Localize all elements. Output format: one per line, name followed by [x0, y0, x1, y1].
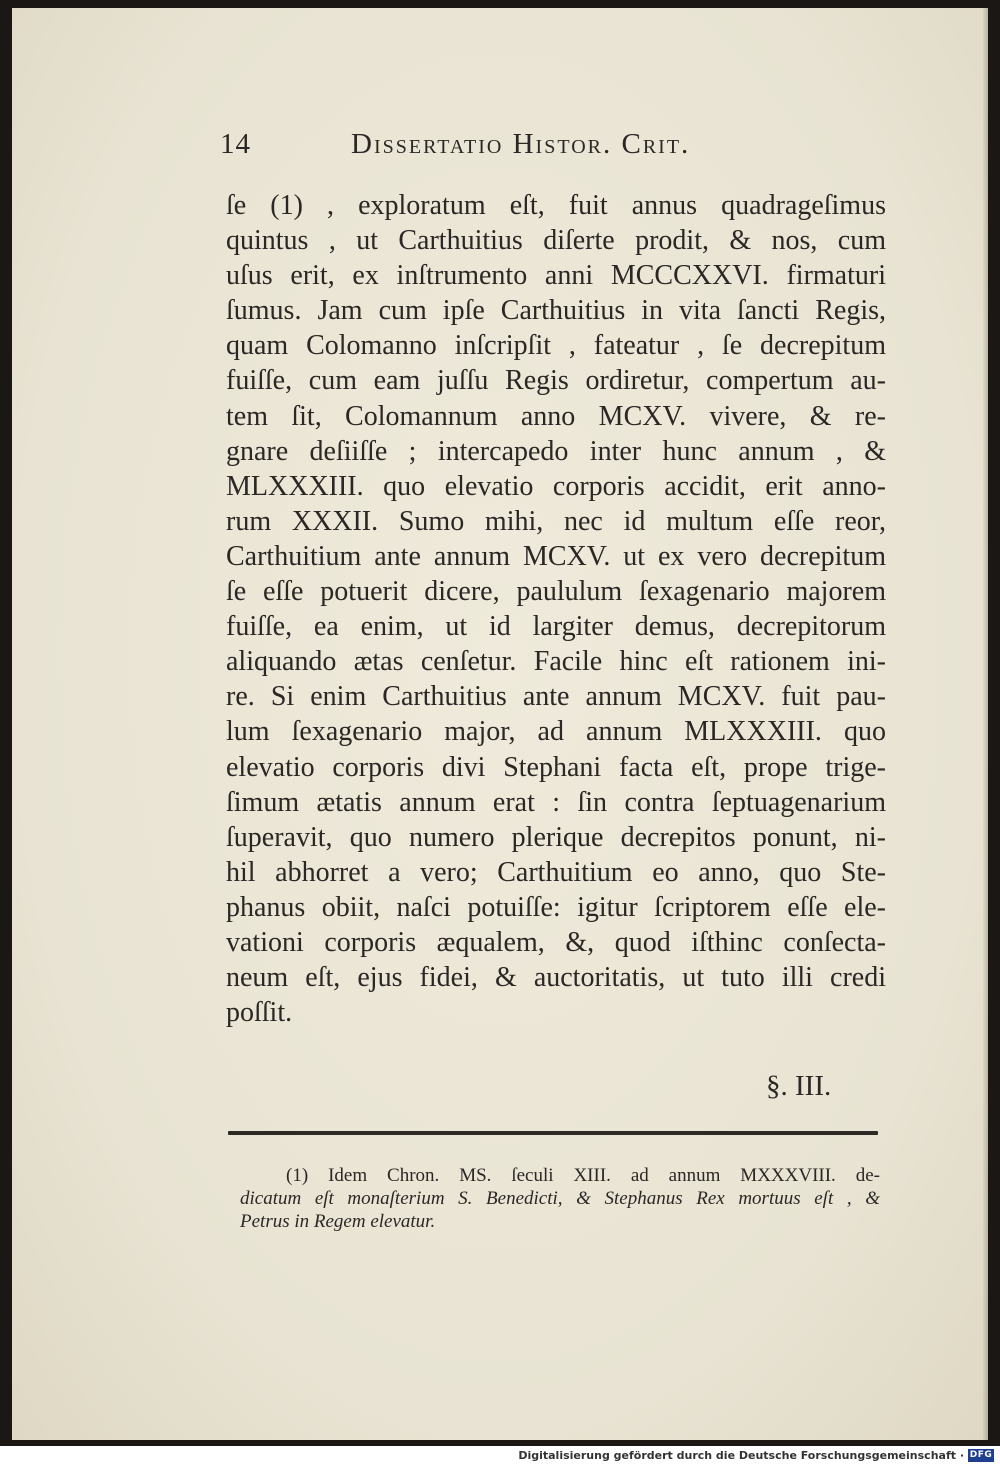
text-line: hil abhorret a vero; Carthuitium eo anno, quo Ste-	[226, 856, 886, 888]
text-line: rum XXXII. Sumo mihi, nec id multum eſſe reor,	[226, 505, 886, 537]
page-number: 14	[220, 128, 251, 160]
running-header	[220, 128, 740, 164]
catchword: §. III.	[766, 1070, 832, 1102]
text-line: quam Colomanno inſcripſit , fateatur , ſe decrepitum	[226, 330, 886, 362]
text-line: ſuperavit, quo numero plerique decrepitos ponunt, ni-	[226, 821, 886, 853]
text-line: neum eſt, ejus fidei, & auctoritatis, ut tuto illi credi	[226, 962, 886, 994]
text-line: quintus , ut Carthuitius diſerte prodit, & nos, cum	[226, 225, 886, 257]
text-line: fuiſſe, ea enim, ut id largiter demus, decrepitorum	[226, 611, 886, 643]
footnote	[240, 1164, 880, 1233]
digitization-credit: Digitalisierung gefördert durch die Deutsche Forschungsgemeinschaft ·	[518, 1449, 964, 1462]
text-line: ſe eſſe potuerit dicere, paululum ſexagenario majorem	[226, 576, 886, 608]
text-line: ſimum ætatis annum erat : ſin contra ſeptuagenarium	[226, 786, 886, 818]
running-title: Dissertatio Histor. Crit.	[351, 128, 691, 160]
main-text	[226, 188, 886, 1030]
text-line: ſumus. Jam cum ipſe Carthuitius in vita ſancti Regis,	[226, 295, 886, 327]
text-line: uſus erit, ex inſtrumento anni MCCCXXVI. firmaturi	[226, 260, 886, 292]
text-line: Carthuitium ante annum MCXV. ut ex vero decrepitum	[226, 540, 886, 572]
text-line: ſe (1) , exploratum eſt, fuit annus quadrageſimus	[226, 190, 886, 221]
text-line: aliquando ætas cenſetur. Facile hinc eſt rationem ini-	[226, 646, 886, 678]
text-line: re. Si enim Carthuitius ante annum MCXV. fuit pau-	[226, 681, 886, 713]
text-line: gnare deſiiſſe ; intercapedo inter hunc annum , &	[226, 435, 886, 467]
footnote-line: (1) Idem Chron. MS. ſeculi XIII. ad annum MXXXVIII. de-	[286, 1165, 880, 1186]
footnote-line: dicatum eſt monaſterium S. Benedicti, & Stephanus Rex mortuus eſt , &	[240, 1188, 880, 1209]
text-line: fuiſſe, cum eam juſſu Regis ordiretur, compertum au-	[226, 365, 886, 397]
text-line: tem ſit, Colomannum anno MCXV. vivere, & re-	[226, 400, 886, 432]
text-line: phanus obiit, naſci potuiſſe: igitur ſcriptorem eſſe ele-	[226, 891, 886, 923]
text-line: elevatio corporis divi Stephani facta eſt, prope trige-	[226, 751, 886, 783]
footnote-line: Petrus in Regem elevatur.	[240, 1211, 436, 1232]
text-line: poſſit.	[226, 997, 293, 1029]
dfg-logo: DFG	[969, 1450, 993, 1460]
page-edge-shadow	[982, 8, 988, 1440]
footnote-rule	[228, 1131, 878, 1135]
text-line: MLXXXIII. quo elevatio corporis accidit, erit anno-	[226, 470, 886, 502]
text-line: lum ſexagenario major, ad annum MLXXXIII. quo	[226, 716, 886, 748]
text-line: vationi corporis æqualem, &, quod iſthinc conſecta-	[226, 926, 886, 958]
